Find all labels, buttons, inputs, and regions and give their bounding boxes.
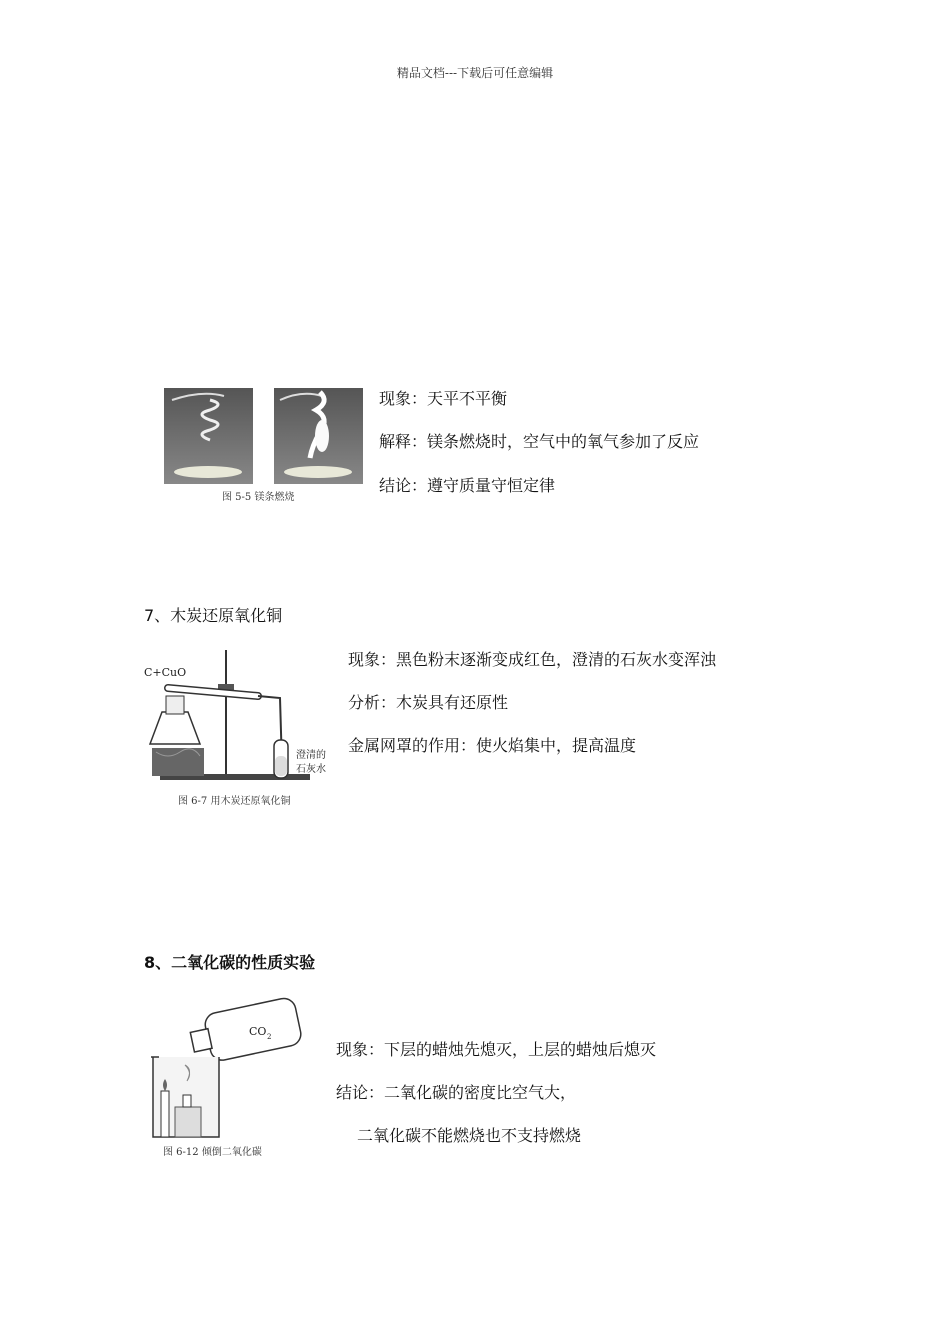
- section-8-title: 8、二氧化碳的性质实验: [144, 953, 316, 972]
- label-c-cuo: C+CuO: [144, 666, 187, 679]
- section-7-title: 7、木炭还原氧化铜: [144, 606, 283, 625]
- page-header: 精品文档---下载后可任意编辑: [396, 66, 554, 80]
- label-co2: CO: [249, 1025, 267, 1038]
- figure-caption: 图 5-5 镁条燃烧: [222, 492, 295, 503]
- s7-phenomenon-text: 现象：黑色粉末逐渐变成红色，澄清的石灰水变浑浊: [348, 650, 717, 669]
- mg-explanation-text: 解释：镁条燃烧时，空气中的氧气参加了反应: [379, 432, 700, 451]
- figure-caption: 图 6-12 倾倒二氧化碳: [163, 1147, 262, 1158]
- s7-analysis-text: 分析：木炭具有还原性: [348, 693, 509, 712]
- charcoal-reduction-figure: [140, 648, 335, 810]
- magnesium-burning-figure: [162, 386, 366, 504]
- s8-conclusion-text-2: 二氧化碳不能燃烧也不支持燃烧: [357, 1126, 582, 1145]
- s8-conclusion-text: 结论：二氧化碳的密度比空气大，: [336, 1083, 577, 1102]
- label-co2-sub: 2: [267, 1033, 272, 1041]
- pour-co2-figure: [145, 995, 305, 1160]
- s7-gauze-role-text: 金属网罩的作用：使火焰集中，提高温度: [348, 736, 637, 755]
- mg-phenomenon-text: 现象：天平不平衡: [379, 389, 508, 408]
- mg-conclusion-text: 结论：遵守质量守恒定律: [379, 476, 556, 495]
- s8-phenomenon-text: 现象：下层的蜡烛先熄灭，上层的蜡烛后熄灭: [336, 1040, 657, 1059]
- label-limewater-2: 石灰水: [296, 764, 326, 775]
- label-limewater-1: 澄清的: [296, 750, 326, 761]
- figure-caption: 图 6-7 用木炭还原氧化铜: [178, 796, 291, 807]
